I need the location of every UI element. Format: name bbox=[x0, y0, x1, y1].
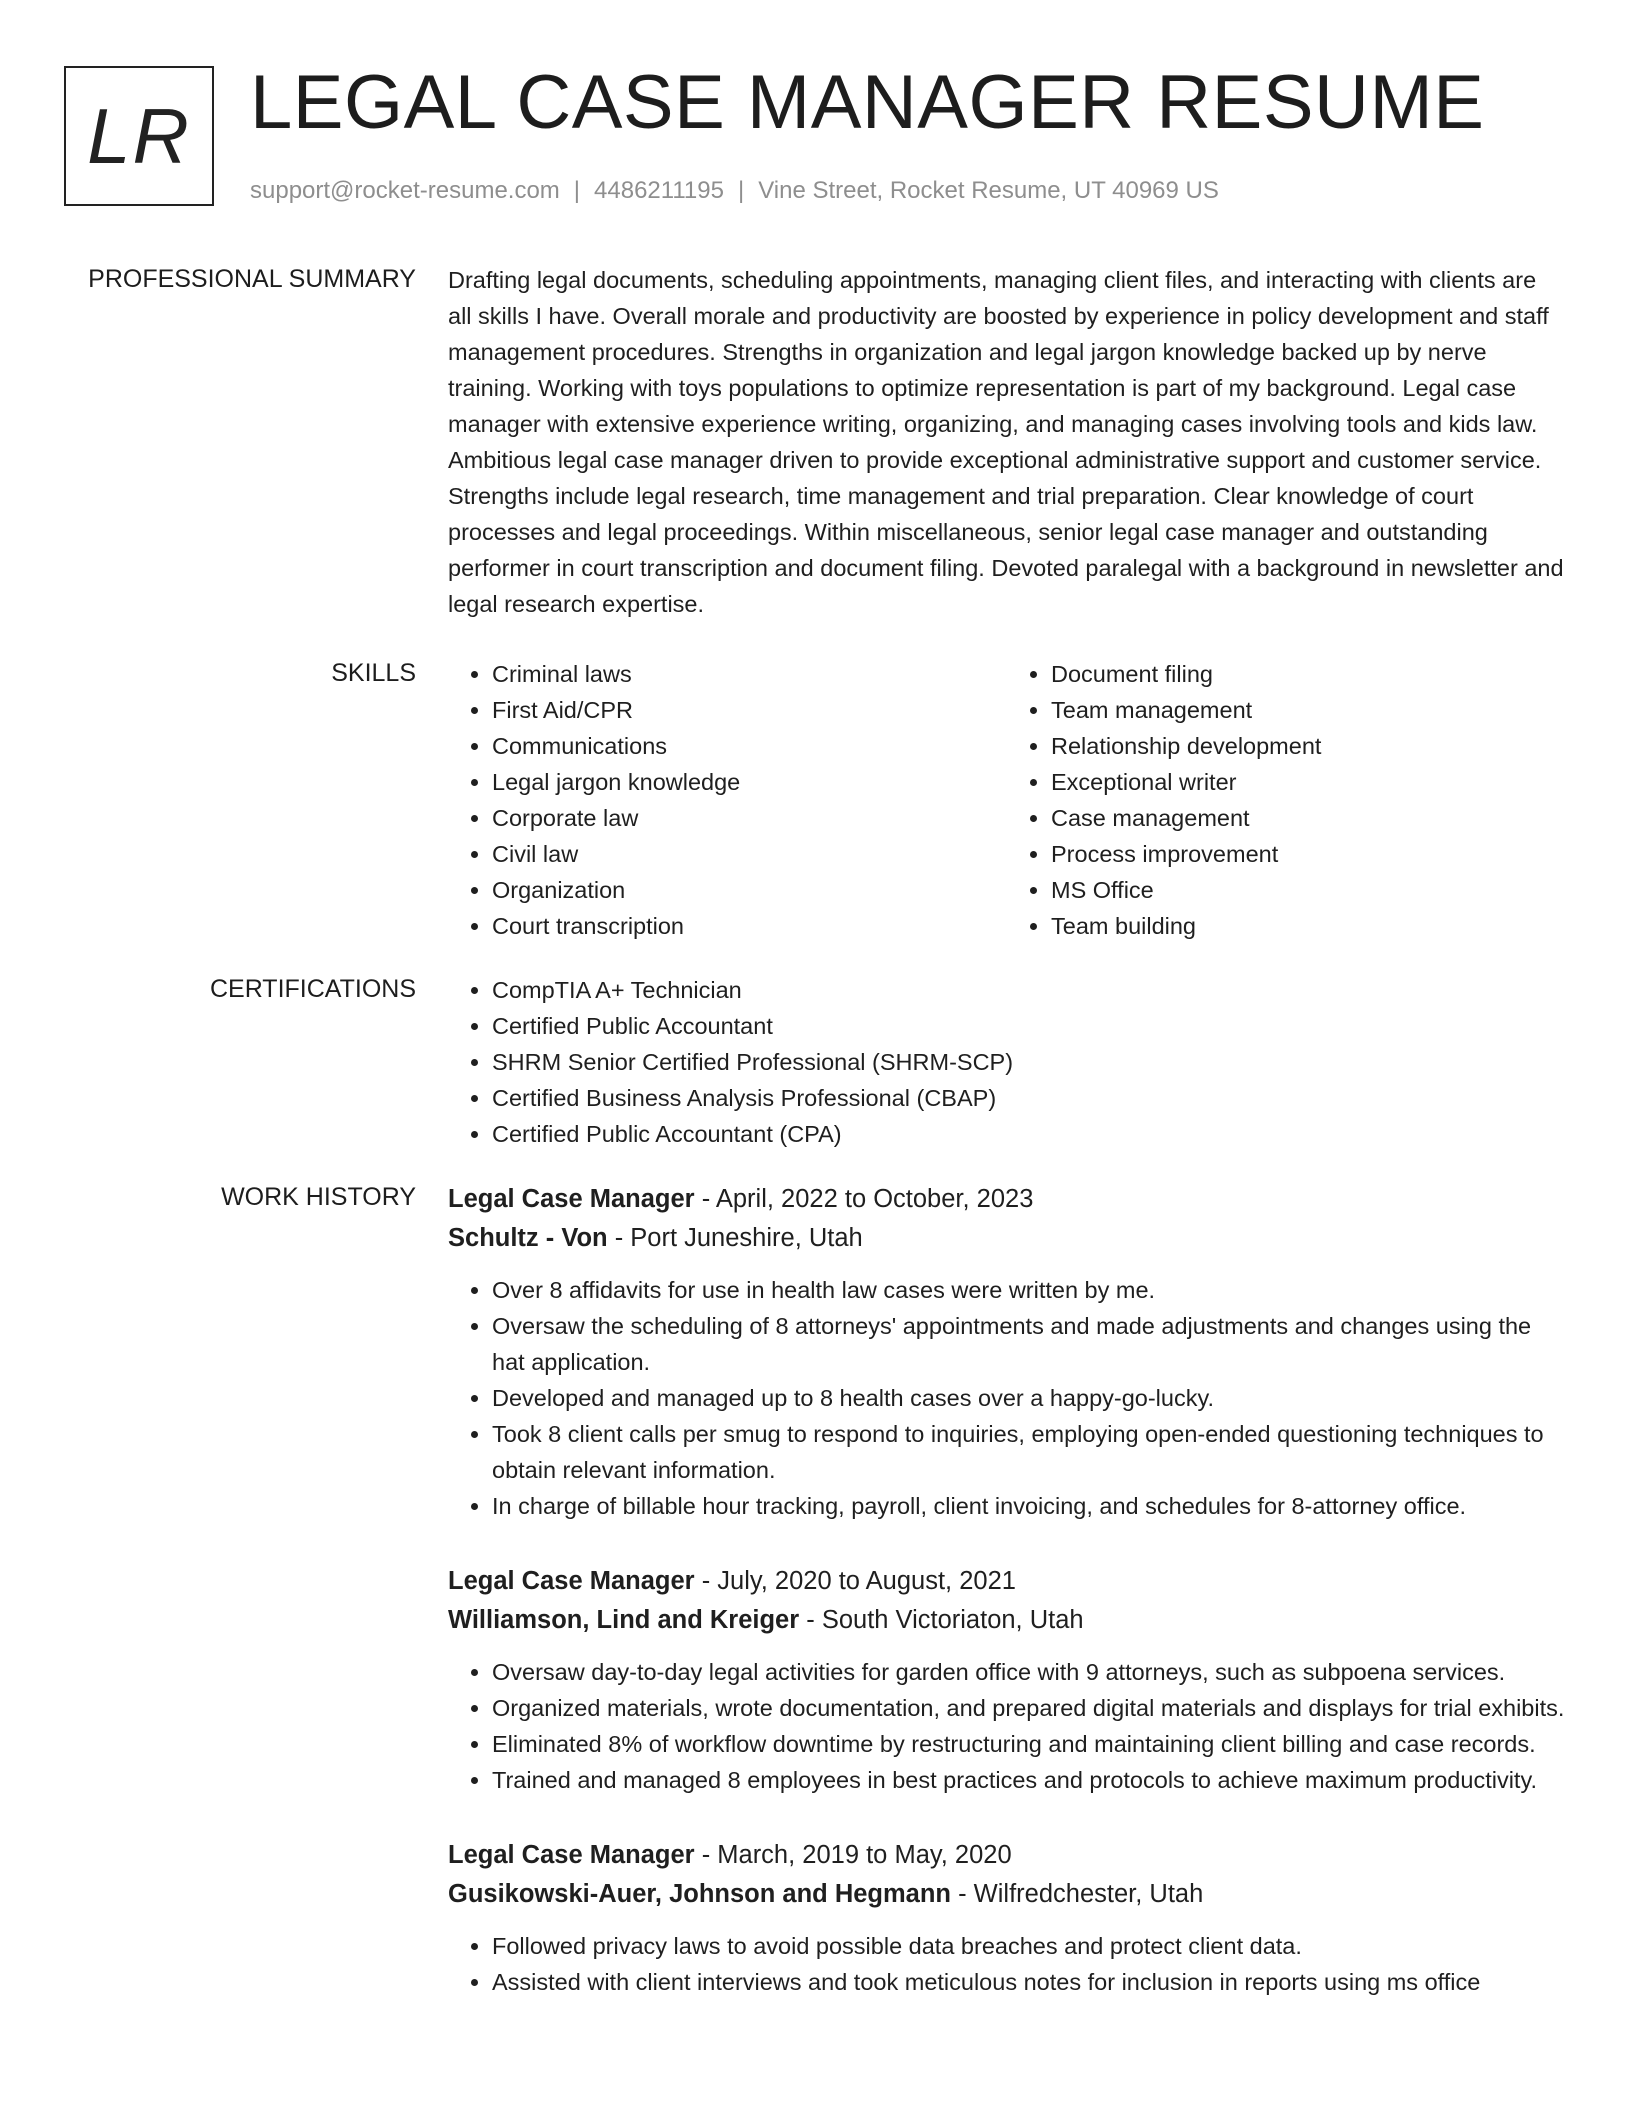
job-dates: - March, 2019 to May, 2020 bbox=[694, 1841, 1012, 1869]
job-bullet: • Oversaw the scheduling of 8 attorneys' appointments and made adjustments and changes using the hat application. bbox=[492, 1308, 1566, 1380]
job-location: - South Victoriaton, Utah bbox=[799, 1606, 1084, 1634]
job-entry bbox=[448, 1180, 1566, 1524]
job-bullet: • Organized materials, wrote documentation, and prepared digital materials and displays for trial exhibits. bbox=[492, 1690, 1566, 1726]
job-title: Legal Case Manager bbox=[448, 1841, 695, 1869]
job-bullet: • Assisted with client interviews and took meticulous notes for inclusion in reports using ms office bbox=[492, 1964, 1566, 2000]
job-bullet: • Eliminated 8% of workflow downtime by restructuring and maintaining client billing and case records. bbox=[492, 1726, 1566, 1762]
job-bullet: • Over 8 affidavits for use in health law cases were written by me. bbox=[492, 1272, 1566, 1308]
job-entry bbox=[448, 1836, 1566, 2000]
certifications-section bbox=[0, 972, 1632, 1152]
skill-item: • Organization bbox=[492, 872, 1007, 908]
work-history-section bbox=[0, 1180, 1632, 2000]
skill-item: • First Aid/CPR bbox=[492, 692, 1007, 728]
job-title-line bbox=[448, 1836, 1566, 1875]
skills-list-right bbox=[1007, 656, 1566, 944]
skill-item: • MS Office bbox=[1051, 872, 1566, 908]
contact-phone[interactable]: 4486211195 bbox=[594, 177, 724, 204]
job-company: Williamson, Lind and Kreiger bbox=[448, 1606, 800, 1634]
skills-list-left bbox=[448, 656, 1007, 944]
skill-item: • Team management bbox=[1051, 692, 1566, 728]
skill-item: • Criminal laws bbox=[492, 656, 1007, 692]
job-company: Schultz - Von bbox=[448, 1224, 608, 1252]
certification-item: • SHRM Senior Certified Professional (SHRM-SCP) bbox=[492, 1044, 1566, 1080]
job-bullets bbox=[448, 1272, 1566, 1524]
job-location: - Wilfredchester, Utah bbox=[951, 1880, 1204, 1908]
job-company: Gusikowski-Auer, Johnson and Hegmann bbox=[448, 1880, 952, 1908]
job-bullet: • In charge of billable hour tracking, payroll, client invoicing, and schedules for 8-attorney office. bbox=[492, 1488, 1566, 1524]
summary-label: PROFESSIONAL SUMMARY bbox=[88, 265, 416, 293]
job-bullet: • Trained and managed 8 employees in best practices and protocols to achieve maximum productivity. bbox=[492, 1762, 1566, 1798]
certification-item: • Certified Business Analysis Professional (CBAP) bbox=[492, 1080, 1566, 1116]
skill-item: • Legal jargon knowledge bbox=[492, 764, 1007, 800]
job-company-line bbox=[448, 1219, 1566, 1258]
contact-line bbox=[250, 174, 1219, 208]
job-title: Legal Case Manager bbox=[448, 1185, 695, 1213]
job-location: - Port Juneshire, Utah bbox=[607, 1224, 863, 1252]
contact-separator: | bbox=[737, 177, 745, 204]
job-bullet: • Developed and managed up to 8 health cases over a happy-go-lucky. bbox=[492, 1380, 1566, 1416]
skill-item: • Civil law bbox=[492, 836, 1007, 872]
summary-section bbox=[0, 262, 1632, 622]
skill-item: • Process improvement bbox=[1051, 836, 1566, 872]
contact-email[interactable]: support@rocket-resume.com bbox=[250, 177, 560, 204]
skill-item: • Team building bbox=[1051, 908, 1566, 944]
job-title: Legal Case Manager bbox=[448, 1567, 695, 1595]
skill-item: • Relationship development bbox=[1051, 728, 1566, 764]
certifications-label: CERTIFICATIONS bbox=[209, 975, 416, 1003]
page-title: LEGAL CASE MANAGER RESUME bbox=[250, 60, 1485, 145]
skill-item: • Case management bbox=[1051, 800, 1566, 836]
job-dates: - April, 2022 to October, 2023 bbox=[694, 1185, 1034, 1213]
job-title-line bbox=[448, 1180, 1566, 1219]
job-bullet: • Followed privacy laws to avoid possible data breaches and protect client data. bbox=[492, 1928, 1566, 1964]
skill-item: • Document filing bbox=[1051, 656, 1566, 692]
job-bullet: • Oversaw day-to-day legal activities for garden office with 9 attorneys, such as subpoena services. bbox=[492, 1654, 1566, 1690]
certification-item: • Certified Public Accountant bbox=[492, 1008, 1566, 1044]
resume-content bbox=[0, 262, 1632, 2000]
job-entry bbox=[448, 1562, 1566, 1798]
monogram-logo: LR bbox=[64, 66, 214, 206]
skill-item: • Communications bbox=[492, 728, 1007, 764]
job-bullets bbox=[448, 1928, 1566, 2000]
skills-label: SKILLS bbox=[331, 659, 416, 687]
skill-item: • Corporate law bbox=[492, 800, 1007, 836]
skill-item: • Exceptional writer bbox=[1051, 764, 1566, 800]
contact-separator: | bbox=[573, 177, 581, 204]
job-bullets bbox=[448, 1654, 1566, 1798]
job-bullet: • Took 8 client calls per smug to respond to inquiries, employing open-ended questioning techniques to obtain relevant information. bbox=[492, 1416, 1566, 1488]
skills-section bbox=[0, 656, 1632, 944]
work-history-label: WORK HISTORY bbox=[221, 1183, 416, 1211]
job-title-line bbox=[448, 1562, 1566, 1601]
job-company-line bbox=[448, 1875, 1566, 1914]
skill-item: • Court transcription bbox=[492, 908, 1007, 944]
summary-text: Drafting legal documents, scheduling appointments, managing client files, and interacting with clients are all skills I have. Overall morale and productivity are boosted by experience in policy development and staff management procedures. Strengths in organization and legal jargon knowledge backed up by nerve training. Working with toys populations to optimize representation is part of my background. Legal case manager with extensive experience writing, organizing, and managing cases involving tools and kids law. Ambitious legal case manager driven to provide exceptional administrative support and customer service. Strengths include legal research, time management and trial preparation. Clear knowledge of court processes and legal proceedings. Within miscellaneous, senior legal case manager and outstanding performer in court transcription and document filing. Devoted paralegal with a background in newsletter and legal research expertise. bbox=[448, 267, 1564, 617]
job-dates: - July, 2020 to August, 2021 bbox=[694, 1567, 1016, 1595]
certification-item: • CompTIA A+ Technician bbox=[492, 972, 1566, 1008]
certifications-list bbox=[448, 972, 1566, 1152]
job-company-line bbox=[448, 1601, 1566, 1640]
contact-address: Vine Street, Rocket Resume, UT 40969 US bbox=[758, 177, 1219, 204]
certification-item: • Certified Public Accountant (CPA) bbox=[492, 1116, 1566, 1152]
